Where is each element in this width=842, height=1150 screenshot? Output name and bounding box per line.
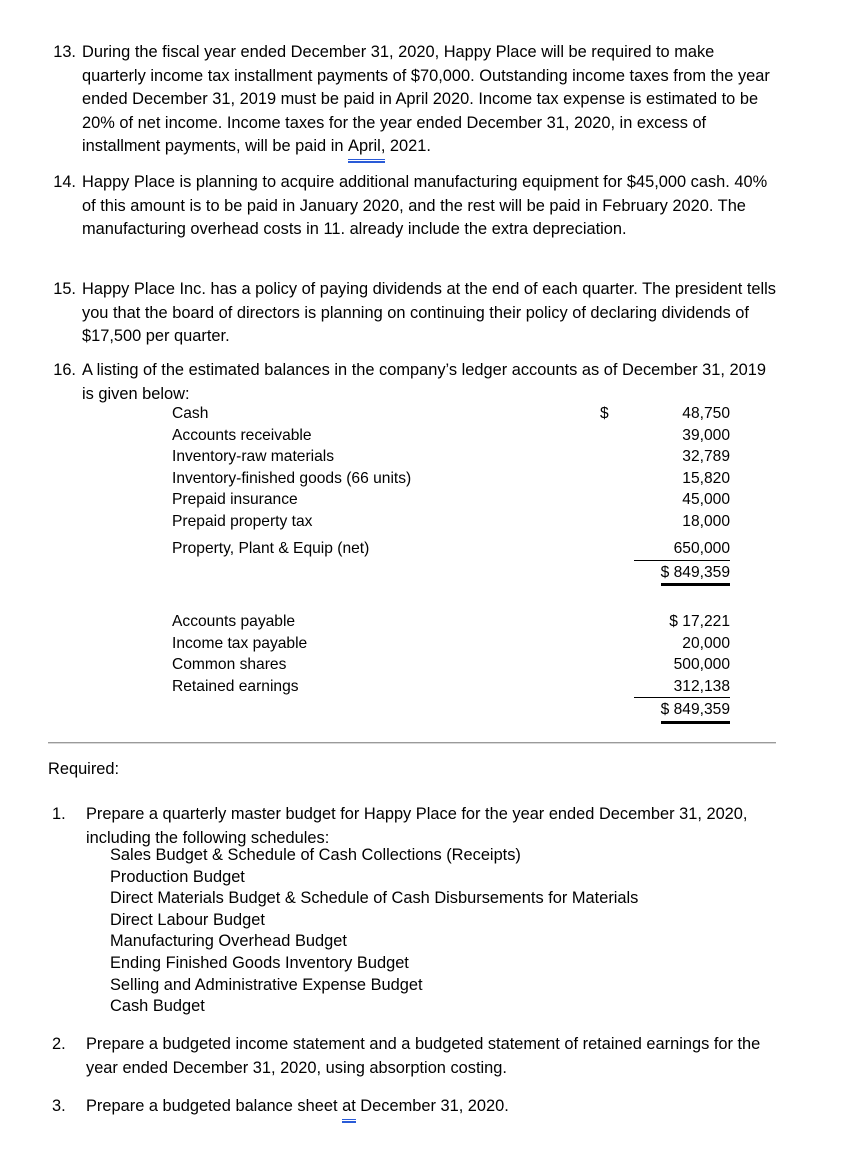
assets-table-body bbox=[172, 403, 730, 586]
list-item: Selling and Administrative Expense Budget bbox=[110, 975, 423, 994]
table-row bbox=[172, 425, 730, 447]
question-number: 16. bbox=[53, 361, 76, 379]
list-item: Manufacturing Overhead Budget bbox=[110, 932, 347, 951]
currency-symbol bbox=[600, 446, 634, 468]
account-label: Property, Plant & Equip (net) bbox=[172, 540, 370, 558]
account-amount: $ 17,221 bbox=[669, 613, 730, 630]
currency-symbol bbox=[600, 533, 634, 561]
table-row bbox=[172, 468, 730, 490]
account-amount: 312,138 bbox=[634, 676, 730, 698]
list-item: Cash Budget bbox=[110, 997, 205, 1016]
table-row bbox=[172, 403, 730, 425]
account-label: Inventory-raw materials bbox=[172, 448, 335, 466]
grammar-flagged-word[interactable]: at bbox=[342, 1095, 356, 1120]
table-total-row bbox=[172, 698, 730, 724]
assets-total: $ 849,359 bbox=[661, 562, 730, 587]
question-text-part-2: 2021. bbox=[385, 137, 431, 156]
currency-symbol: $ bbox=[600, 405, 609, 422]
question-number: 15. bbox=[53, 280, 76, 298]
currency-symbol bbox=[600, 489, 634, 511]
equities-total-cell bbox=[634, 698, 730, 724]
question-item-16 bbox=[52, 359, 782, 406]
currency-symbol bbox=[600, 633, 634, 655]
requirement-item-1 bbox=[52, 803, 782, 850]
currency-symbol bbox=[600, 425, 634, 447]
account-amount: 500,000 bbox=[673, 656, 730, 674]
requirement-number: 2. bbox=[52, 1035, 66, 1053]
table-row bbox=[172, 511, 730, 533]
table-row bbox=[172, 611, 730, 633]
section-divider bbox=[48, 742, 776, 744]
table-total-row bbox=[172, 560, 730, 586]
table-row bbox=[172, 676, 730, 698]
currency-symbol bbox=[600, 611, 634, 633]
question-item-13 bbox=[52, 41, 782, 160]
table-row bbox=[172, 533, 730, 561]
account-amount: 45,000 bbox=[682, 491, 730, 509]
account-amount: 48,750 bbox=[682, 405, 730, 422]
required-heading: Required: bbox=[48, 760, 120, 778]
requirement-text: Prepare a quarterly master budget for Happy Place for the year ended December 31, 2020, including the following schedules: bbox=[86, 805, 748, 847]
account-label: Accounts payable bbox=[172, 613, 296, 630]
equities-total: $ 849,359 bbox=[661, 699, 730, 724]
currency-symbol bbox=[600, 654, 634, 676]
currency-symbol bbox=[600, 468, 634, 490]
question-text bbox=[82, 41, 782, 160]
account-label: Income tax payable bbox=[172, 634, 308, 652]
list-item: Direct Materials Budget & Schedule of Cash Disbursements for Materials bbox=[110, 889, 639, 908]
currency-symbol bbox=[600, 676, 634, 698]
account-amount: 15,820 bbox=[682, 469, 730, 487]
account-label: Retained earnings bbox=[172, 678, 299, 696]
ledger-assets-table bbox=[172, 403, 730, 586]
question-text: Happy Place Inc. has a policy of paying dividends at the end of each quarter. The president tells you that the board of directors is planning on continuing their policy of declaring dividends of $17,500 per quarter. bbox=[82, 280, 777, 346]
question-text: Happy Place is planning to acquire additional manufacturing equipment for $45,000 cash. 40% of this amount is to be paid in January 2020, and the rest will be paid in February 2020. The manufacturing overhead costs in 11. already include the extra depreciation. bbox=[82, 173, 768, 239]
total-label bbox=[172, 560, 600, 586]
total-currency-spacer bbox=[600, 560, 634, 586]
account-label: Inventory-finished goods (66 units) bbox=[172, 469, 412, 487]
requirement-text bbox=[86, 1095, 782, 1120]
account-amount: 39,000 bbox=[682, 426, 730, 444]
account-amount: 18,000 bbox=[682, 512, 730, 530]
question-number: 14. bbox=[53, 173, 76, 191]
grammar-flagged-word[interactable]: April, bbox=[348, 135, 385, 160]
requirement-text-part-1: Prepare a budgeted balance sheet bbox=[86, 1097, 343, 1115]
account-label: Prepaid property tax bbox=[172, 512, 313, 530]
list-item: Direct Labour Budget bbox=[110, 910, 265, 929]
list-item: Production Budget bbox=[110, 867, 245, 886]
question-number: 13. bbox=[53, 43, 76, 61]
requirement-text-part-2: December 31, 2020. bbox=[355, 1097, 509, 1115]
table-row bbox=[172, 446, 730, 468]
account-amount: 20,000 bbox=[682, 634, 730, 652]
question-item-15 bbox=[52, 278, 782, 349]
schedule-list bbox=[110, 845, 638, 1018]
account-label: Accounts receivable bbox=[172, 426, 312, 444]
requirement-item-3 bbox=[52, 1095, 782, 1120]
total-currency-spacer bbox=[600, 698, 634, 724]
requirement-item-2 bbox=[52, 1033, 782, 1080]
account-label: Prepaid insurance bbox=[172, 491, 298, 509]
total-label bbox=[172, 698, 600, 724]
list-item: Sales Budget & Schedule of Cash Collections (Receipts) bbox=[110, 846, 521, 864]
equities-table-body bbox=[172, 611, 730, 724]
question-text-part-1: During the fiscal year ended December 31, 2020, Happy Place will be required to make quarterly income tax installment payments of $70,000. Outstanding income taxes from the year ended December 31, 2019 must be paid in April 2020. Income tax expense is estimated to be 20% of net income. Income taxes for the year ended December 31, 2020, in excess of installment payments, will be paid in bbox=[82, 43, 770, 156]
account-amount: 32,789 bbox=[682, 448, 730, 466]
ledger-equities-table bbox=[172, 611, 730, 724]
account-label: Common shares bbox=[172, 656, 287, 674]
requirement-text: Prepare a budgeted income statement and a budgeted statement of retained earnings for the year ended December 31, 2020, using absorption costing. bbox=[86, 1035, 761, 1077]
currency-symbol bbox=[600, 511, 634, 533]
list-item: Ending Finished Goods Inventory Budget bbox=[110, 953, 409, 972]
assets-total-cell bbox=[634, 560, 730, 586]
table-row bbox=[172, 633, 730, 655]
requirement-number: 1. bbox=[52, 805, 66, 823]
assets-table bbox=[172, 403, 730, 586]
table-row bbox=[172, 654, 730, 676]
question-text: A listing of the estimated balances in the company’s ledger accounts as of December 31, 2019 is given below: bbox=[82, 361, 766, 403]
account-amount: 650,000 bbox=[634, 533, 730, 561]
requirement-number: 3. bbox=[52, 1097, 66, 1115]
equities-table bbox=[172, 611, 730, 724]
table-row bbox=[172, 489, 730, 511]
question-item-14 bbox=[52, 171, 782, 242]
account-label: Cash bbox=[172, 405, 209, 422]
